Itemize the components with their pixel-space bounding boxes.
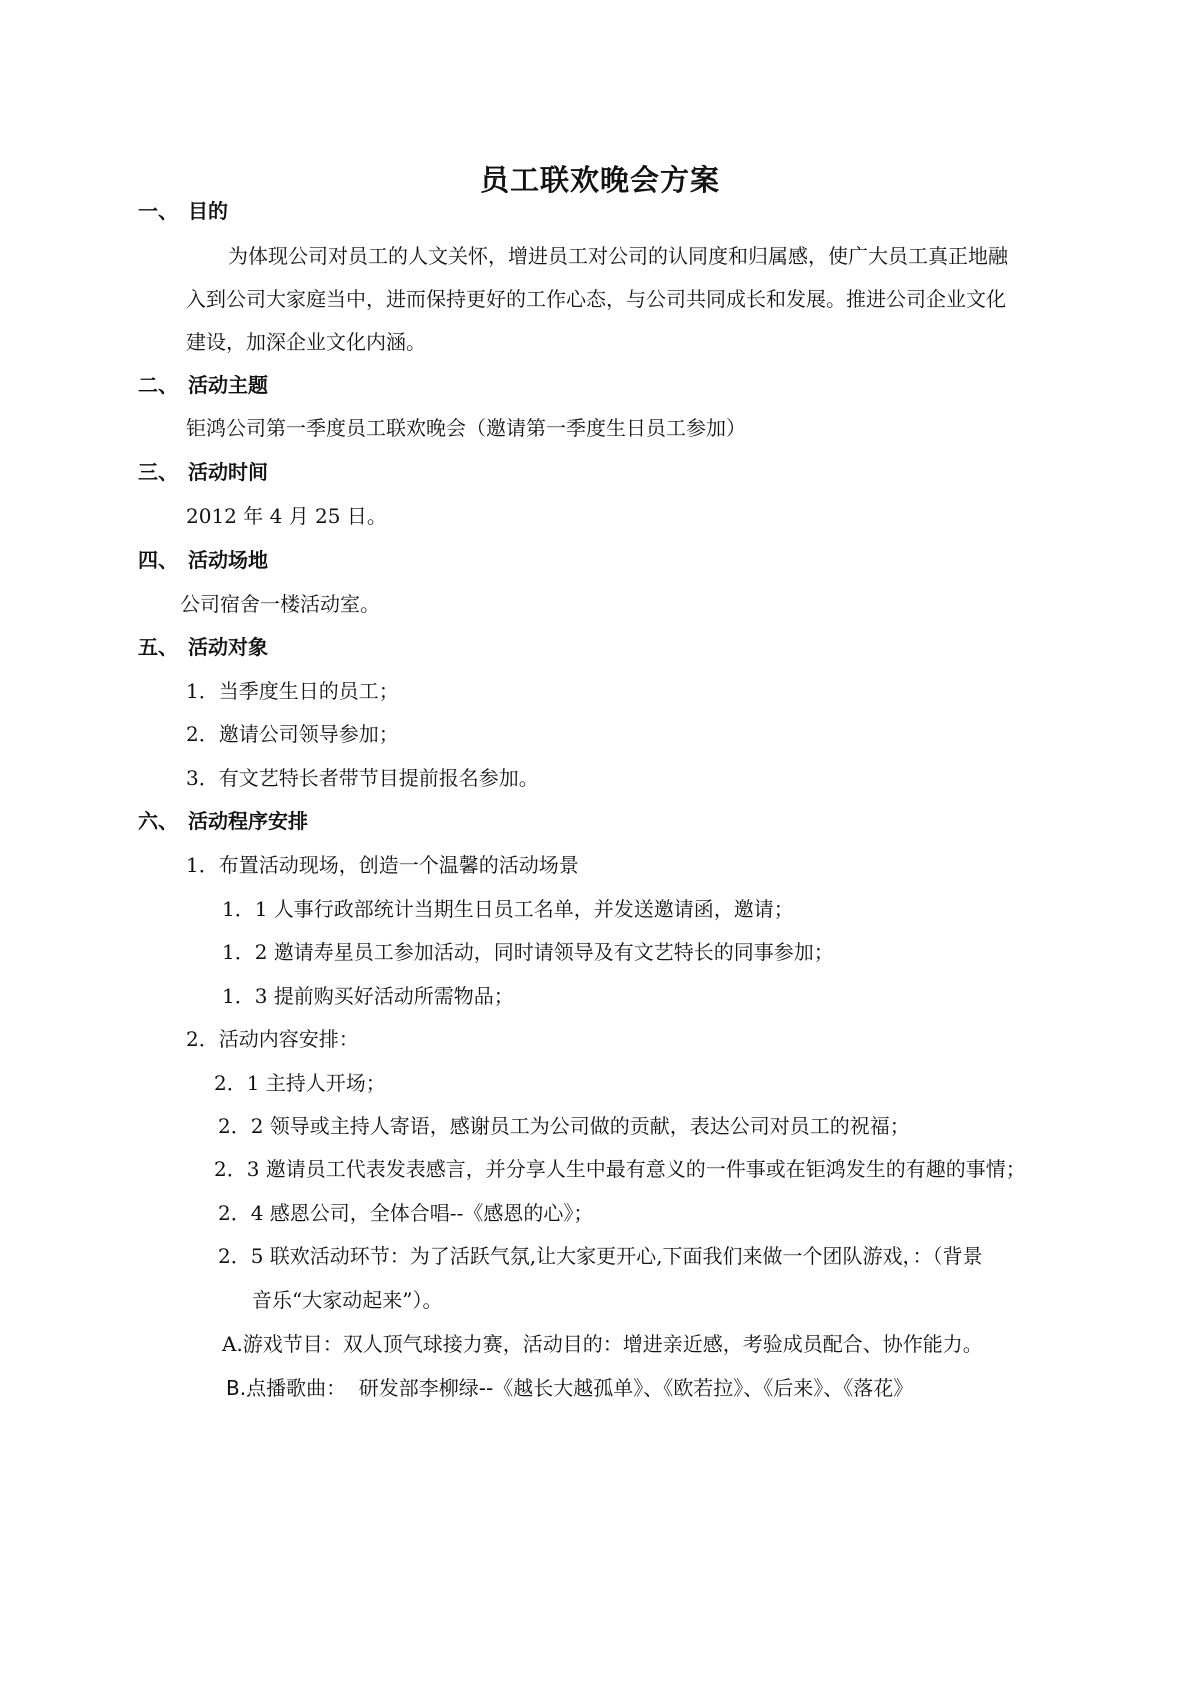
purpose-line: 入到公司大家庭当中，进而保持更好的工作心态，与公司共同成长和发展。推进公司企业文化 xyxy=(186,287,1006,311)
section-heading-venue xyxy=(138,545,268,575)
section-number: 一、 xyxy=(138,199,178,223)
time-text: 2012 年 4 月 25 日。 xyxy=(186,504,387,528)
section-number: 二、 xyxy=(138,373,178,397)
document-title: 员工联欢晚会方案 xyxy=(479,163,720,197)
songs-list: 研发部李柳绿--《越长大越孤单》、《欧若拉》、《后来》、《落花》 xyxy=(358,1376,914,1400)
section-heading-theme xyxy=(138,370,268,400)
theme-text: 钜鸿公司第一季度员工联欢晚会（邀请第一季度生日员工参加） xyxy=(186,416,746,440)
program-sub-item: 1．1 人事行政部统计当期生日员工名单，并发送邀请函，邀请； xyxy=(222,897,794,921)
purpose-line: 建设，加深企业文化内涵。 xyxy=(186,330,426,354)
section-number: 三、 xyxy=(138,460,178,484)
program-sub-item: 2．3 邀请员工代表发表感言，并分享人生中最有意义的一件事或在钜鸿发生的有趣的事情； xyxy=(214,1157,1026,1181)
section-title: 目的 xyxy=(188,199,228,223)
section-heading-purpose xyxy=(138,196,228,226)
program-sub-item-continued: 音乐“大家动起来”）。 xyxy=(252,1288,443,1312)
section-title: 活动主题 xyxy=(188,373,268,397)
program-step: 2．活动内容安排： xyxy=(186,1027,359,1051)
section-number: 六、 xyxy=(138,809,178,833)
section-title: 活动对象 xyxy=(188,635,268,659)
section-heading-time xyxy=(138,457,268,487)
program-sub-item: 2．1 主持人开场； xyxy=(214,1071,386,1095)
section-heading-program xyxy=(138,806,308,836)
section-title: 活动时间 xyxy=(188,460,268,484)
section-number: 四、 xyxy=(138,548,178,572)
target-item: 2．邀请公司领导参加； xyxy=(186,722,399,746)
songs-item xyxy=(226,1373,913,1403)
game-item: A.游戏节目：双人顶气球接力赛，活动目的：增进亲近感，考验成员配合、协作能力。 xyxy=(222,1332,983,1356)
section-number: 五、 xyxy=(138,635,178,659)
program-sub-item: 2．5 联欢活动环节：为了活跃气氛,让大家更开心,下面我们来做一个团队游戏，：（背景 xyxy=(218,1244,983,1268)
program-sub-item: 2．2 领导或主持人寄语，感谢员工为公司做的贡献，表达公司对员工的祝福； xyxy=(218,1114,910,1138)
program-sub-item: 2．4 感恩公司，全体合唱--《感恩的心》； xyxy=(218,1201,594,1225)
section-heading-targets xyxy=(138,632,268,662)
venue-text: 公司宿舍一楼活动室。 xyxy=(180,592,380,616)
target-item: 1．当季度生日的员工； xyxy=(186,679,399,703)
purpose-line: 为体现公司对员工的人文关怀，增进员工对公司的认同度和归属感，使广大员工真正地融 xyxy=(228,244,1008,268)
section-title: 活动程序安排 xyxy=(188,809,308,833)
program-step: 1．布置活动现场，创造一个温馨的活动场景 xyxy=(186,853,579,877)
section-title: 活动场地 xyxy=(188,548,268,572)
program-sub-item: 1．2 邀请寿星员工参加活动，同时请领导及有文艺特长的同事参加； xyxy=(222,940,834,964)
program-sub-item: 1．3 提前购买好活动所需物品； xyxy=(222,984,514,1008)
songs-label: B.点播歌曲： xyxy=(226,1376,347,1400)
target-item: 3．有文艺特长者带节目提前报名参加。 xyxy=(186,766,539,790)
